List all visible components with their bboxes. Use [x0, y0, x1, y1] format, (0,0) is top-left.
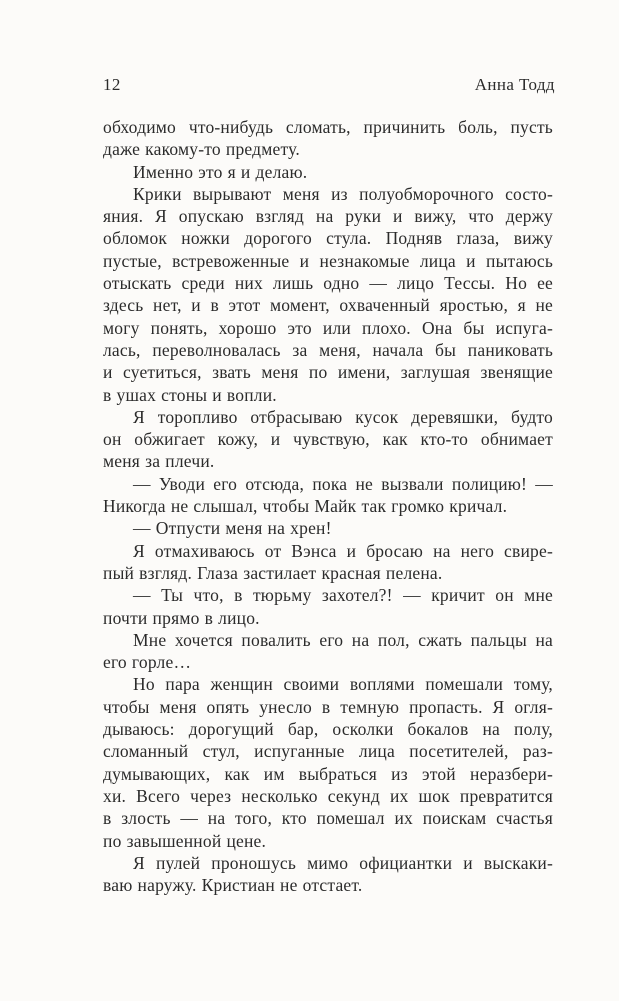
text-line: здесь нет, и в этот момент, охваченный яростью, я не — [103, 295, 553, 316]
page-body-text — [103, 116, 553, 896]
text-line: — Отпусти меня на хрен! — [133, 518, 332, 539]
paragraph — [103, 406, 553, 473]
running-header — [103, 75, 555, 95]
text-line: пый взгляд. Глаза застилает красная пелена. — [103, 562, 443, 583]
text-line: Мне хочется повалить его на пол, сжать пальцы на — [133, 629, 553, 650]
text-line: в злость — на того, кто помешал их поискам счастья — [103, 808, 553, 829]
paragraph — [103, 116, 553, 161]
paragraph — [103, 517, 553, 539]
text-line: ваю наружу. Кристиан не отстает. — [103, 875, 363, 896]
paragraph — [103, 473, 553, 518]
text-line: пустые, встревоженные и незнакомые лица и пытаюсь — [103, 250, 553, 271]
text-line: отыскать среди них лишь одно — лицо Тессы. Но ее — [103, 273, 553, 294]
text-line: обходимо что-нибудь сломать, причинить боль, пусть — [103, 117, 553, 137]
text-line: Но пара женщин своими воплями помешали тому, — [133, 674, 553, 695]
text-line: Я торопливо отбрасываю кусок деревяшки, будто — [133, 406, 553, 427]
paragraph — [103, 183, 553, 406]
text-line: думывающих, как им выбраться из этой неразбери- — [103, 763, 553, 784]
paragraph — [103, 673, 553, 851]
text-line: почти прямо в лицо. — [103, 607, 260, 628]
text-line: чтобы меня опять унесло в темную пропасть. Я огля- — [103, 696, 553, 717]
text-line: Никогда не слышал, чтобы Майк так громко кричал. — [103, 496, 508, 517]
text-line: в ушах стоны и вопли. — [103, 384, 277, 405]
running-title: Анна Тодд — [474, 75, 555, 94]
text-line: — Уводи его отсюда, пока не вызвали полицию! — — [133, 473, 553, 494]
page-number: 12 — [103, 75, 121, 94]
paragraph — [103, 584, 553, 629]
text-line: меня за плечи. — [103, 451, 215, 472]
text-line: хи. Всего через несколько секунд их шок превратится — [103, 785, 553, 806]
paragraph — [103, 852, 553, 897]
text-line: даже какому-то предмету. — [103, 139, 300, 160]
text-line: Я пулей проношусь мимо официантки и выскаки- — [133, 852, 553, 873]
text-line: яния. Я опускаю взгляд на руки и вижу, что держу — [103, 206, 553, 227]
text-line: сломанный стул, испуганные лица посетителей, раз- — [103, 741, 553, 762]
text-line: — Ты что, в тюрьму захотел?! — кричит он мне — [133, 585, 553, 606]
text-line: дываюсь: дорогущий бар, осколки бокалов на полу, — [103, 719, 553, 740]
text-line: Я отмахиваюсь от Вэнса и бросаю на него свире- — [133, 540, 553, 561]
text-line: и суетиться, звать меня по имени, заглушая звенящие — [103, 362, 553, 383]
text-line: он обжигает кожу, и чувствую, как кто-то обнимает — [103, 429, 553, 450]
paragraph — [103, 629, 553, 674]
text-line: могу понять, хорошо это или плохо. Она бы испуга- — [103, 317, 553, 338]
text-line: по завышенной цене. — [103, 830, 267, 851]
paragraph — [103, 161, 553, 183]
paragraph — [103, 540, 553, 585]
text-line: его горле… — [103, 652, 192, 673]
text-line: лась, переволновалась за меня, начала бы паниковать — [103, 339, 553, 360]
text-line: Именно это я и делаю. — [133, 161, 308, 182]
text-line: Крики вырывают меня из полуобморочного состо- — [133, 183, 553, 204]
text-line: обломок ножки дорогого стула. Подняв глаза, вижу — [103, 228, 553, 249]
